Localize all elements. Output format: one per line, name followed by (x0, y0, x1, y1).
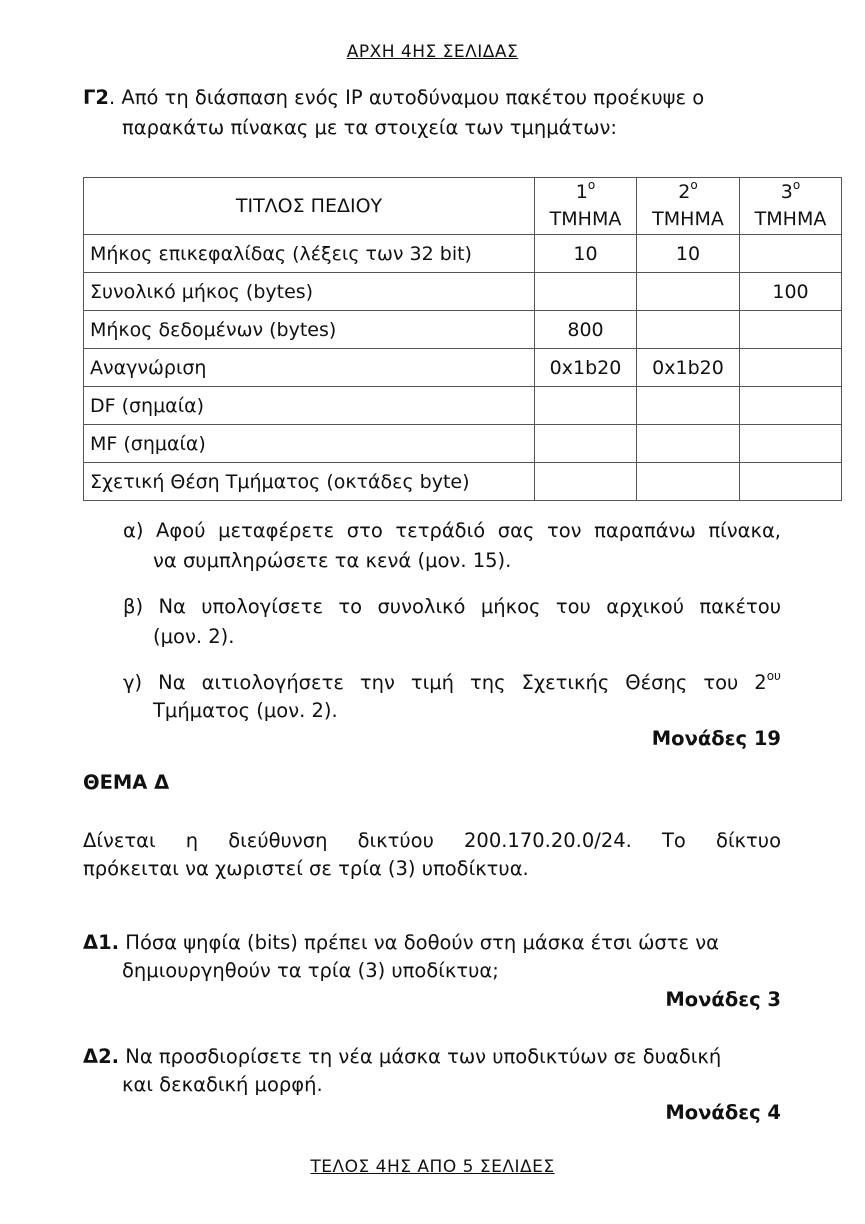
question-g2-line1 (83, 83, 781, 113)
table-row (84, 235, 842, 273)
question-d1-number: Δ1. (83, 931, 120, 954)
table-header-title: ΤΙΤΛΟΣ ΠΕΔΙΟΥ (84, 178, 535, 235)
table-cell (535, 387, 637, 425)
table-cell: 100 (740, 273, 842, 311)
subquestion-c-line1: γ) Να αιτιολογήσετε την τιμή της Σχετικής Θέσης του $2^{o\upsilon}$ (123, 668, 781, 694)
table-cell: 10 (535, 235, 637, 273)
table-cell (637, 425, 740, 463)
table-header-segment-2: $2^o$ ΤΜΗΜΑ (637, 178, 740, 235)
marks-g2: Μονάδες 19 (651, 727, 781, 750)
table-cell-field: Συνολικό μήκος (bytes) (84, 273, 535, 311)
table-cell-field: Αναγνώριση (84, 349, 535, 387)
question-d1-line2: δημιουργηθούν τα τρία (3) υποδίκτυα; (122, 959, 499, 982)
table-header-row (84, 178, 842, 235)
question-d2-number: Δ2. (83, 1045, 120, 1068)
question-d1-line1: Δ1. Πόσα ψηφία (bits) πρέπει να δοθούν στη μάσκα έτσι ώστε να (83, 931, 719, 954)
question-d2-line1: Δ2. Να προσδιορίσετε τη νέα μάσκα των υποδικτύων σε δυαδική (83, 1045, 722, 1068)
table-cell-field: Μήκος δεδομένων (bytes) (84, 311, 535, 349)
fragment-table (83, 177, 842, 501)
table-cell-field: Σχετική Θέση Τμήματος (οκτάδες byte) (84, 463, 535, 501)
table-cell (535, 463, 637, 501)
table-cell: 0x1b20 (535, 349, 637, 387)
question-g2-number: Γ2 (83, 86, 109, 109)
table-header-segment-1: $1^o$ ΤΜΗΜΑ (535, 178, 637, 235)
table-cell (740, 349, 842, 387)
table-cell-field: Μήκος επικεφαλίδας (λέξεις των 32 bit) (84, 235, 535, 273)
table-row (84, 463, 842, 501)
table-cell: 0x1b20 (637, 349, 740, 387)
table-cell (740, 235, 842, 273)
table-row (84, 349, 842, 387)
page-footer: ΤΕΛΟΣ 4ΗΣ ΑΠΟ 5 ΣΕΛΙΔΕΣ (310, 1157, 555, 1177)
page-header: ΑΡΧΗ 4ΗΣ ΣΕΛΙΔΑΣ (346, 42, 519, 62)
table-cell-field: DF (σημαία) (84, 387, 535, 425)
subquestion-b-line1: β) Να υπολογίσετε το συνολικό μήκος του αρχικού πακέτου (123, 595, 781, 618)
table-cell (535, 425, 637, 463)
table-cell (740, 311, 842, 349)
marks-d2: Μονάδες 4 (665, 1101, 781, 1124)
table-row (84, 425, 842, 463)
table-cell (740, 463, 842, 501)
subquestion-b-line2: (μον. 2). (153, 625, 235, 648)
question-g2-text1: . Από τη διάσπαση ενός IP αυτοδύναμου πακέτου προέκυψε ο (109, 86, 705, 109)
theme-d-title: ΘΕΜΑ Δ (83, 771, 170, 794)
table-row (84, 273, 842, 311)
subquestion-c-superscript: ου (766, 668, 781, 683)
table-cell (740, 425, 842, 463)
table-cell (535, 273, 637, 311)
table-row (84, 387, 842, 425)
question-d2-line2: και δεκαδική μορφή. (122, 1073, 323, 1096)
subquestion-a-line2: να συμπληρώσετε τα κενά (μον. 15). (153, 549, 512, 572)
theme-d-intro-line2: πρόκειται να χωριστεί σε τρία (3) υποδίκτυα. (83, 857, 529, 880)
table-row (84, 311, 842, 349)
table-header-segment-3: $3^o$ ΤΜΗΜΑ (740, 178, 842, 235)
marks-d1: Μονάδες 3 (665, 988, 781, 1011)
subquestion-c-line2: Τμήματος (μον. 2). (153, 699, 338, 722)
table-cell-field: MF (σημαία) (84, 425, 535, 463)
table-cell (740, 387, 842, 425)
table-cell: 800 (535, 311, 637, 349)
table-cell: 10 (637, 235, 740, 273)
table-cell (637, 463, 740, 501)
table-cell (637, 311, 740, 349)
table-cell (637, 387, 740, 425)
table-cell (637, 273, 740, 311)
question-g2-line2: παρακάτω πίνακας με τα στοιχεία των τμημάτων: (122, 116, 617, 139)
theme-d-intro-line1: Δίνεται η διεύθυνση δικτύου 200.170.20.0/24. Το δίκτυο (83, 829, 781, 852)
subquestion-a-line1: α) Αφού μεταφέρετε στο τετράδιό σας τον παραπάνω πίνακα, (123, 519, 781, 542)
